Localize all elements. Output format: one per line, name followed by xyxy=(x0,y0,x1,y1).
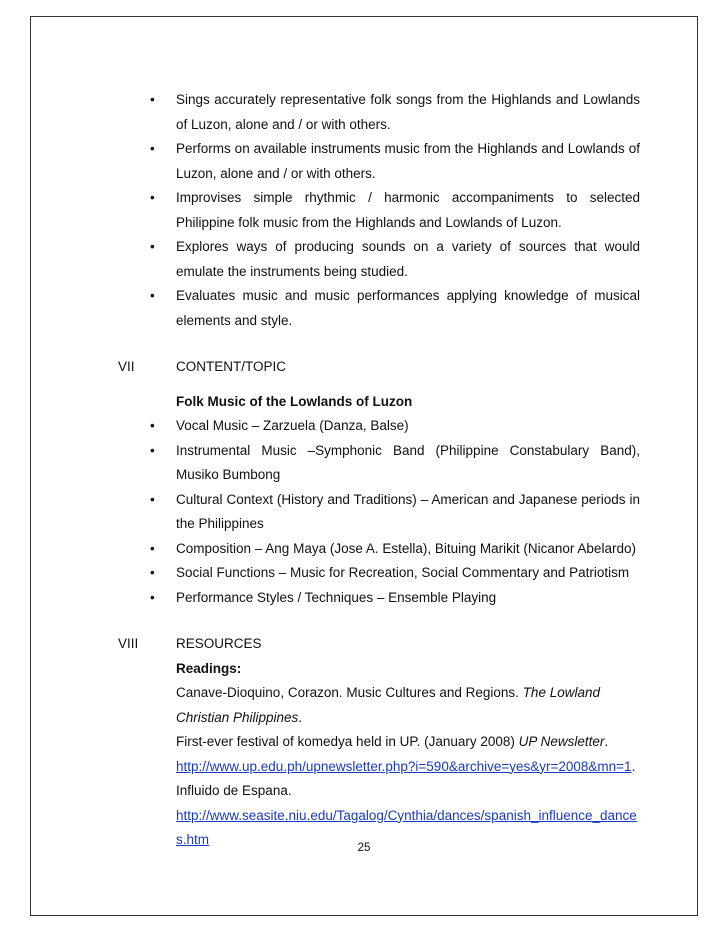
bullet-icon: • xyxy=(150,565,155,580)
bullet-icon: • xyxy=(150,288,155,303)
bullet-icon: • xyxy=(150,589,155,605)
reference-3-link[interactable]: http://www.seasite.niu.edu/Tagalog/Cynthia/dances/spanish_influence_dances.htm xyxy=(176,807,637,847)
bullet-icon: • xyxy=(150,239,155,254)
objectives-list xyxy=(118,88,640,333)
list-item: • Explores ways of producing sounds on a variety of sources that would emulate the instruments being studied. xyxy=(118,235,640,284)
page-number: 25 xyxy=(357,842,371,854)
content-list xyxy=(118,414,640,610)
list-item: • Social Functions – Music for Recreation, Social Commentary and Patriotism xyxy=(118,561,640,586)
section-content-topic xyxy=(118,355,640,380)
page-content xyxy=(118,88,640,853)
list-item: • Evaluates music and music performances applying knowledge of musical elements and style. xyxy=(118,284,640,333)
bullet-icon: • xyxy=(150,92,155,107)
list-item: • Performance Styles / Techniques – Ensemble Playing xyxy=(118,586,640,611)
reference-2: First-ever festival of komedya held in UP. (January 2008) UP Newsletter. xyxy=(176,734,609,749)
list-item: • Performs on available instruments music from the Highlands and Lowlands of Luzon, alone and / or with others. xyxy=(118,137,640,186)
bullet-icon: • xyxy=(150,418,155,433)
readings-label: Readings: xyxy=(176,660,242,676)
section-title: RESOURCES xyxy=(176,636,262,651)
list-item: • Improvises simple rhythmic / harmonic accompaniments to selected Philippine folk music from the Highlands and Lowlands of Luzon. xyxy=(118,186,640,235)
list-item: • Sings accurately representative folk songs from the Highlands and Lowlands of Luzon, alone and / or with others. xyxy=(118,88,640,137)
reference-3: Influido de Espana. xyxy=(176,783,292,798)
list-item: • Cultural Context (History and Traditions) – American and Japanese periods in the Philippines xyxy=(118,488,640,537)
bullet-icon: • xyxy=(150,442,155,458)
section-number: VIII xyxy=(118,636,139,651)
bullet-icon: • xyxy=(150,141,155,156)
bullet-icon: • xyxy=(150,540,155,556)
reference-1: Canave-Dioquino, Corazon. Music Cultures and Regions. The Lowland Christian Philippines. xyxy=(176,685,600,725)
reference-2-link-line: http://www.up.edu.ph/upnewsletter.php?i=590&archive=yes&yr=2008&mn=1. xyxy=(176,758,636,774)
list-item: • Vocal Music – Zarzuela (Danza, Balse) xyxy=(118,414,640,439)
section-resources xyxy=(118,632,640,657)
section-number: VII xyxy=(118,359,135,374)
bullet-icon: • xyxy=(150,190,155,205)
reference-2-link[interactable]: http://www.up.edu.ph/upnewsletter.php?i=590&archive=yes&yr=2008&mn=1 xyxy=(176,758,632,774)
section-title: CONTENT/TOPIC xyxy=(176,359,287,374)
list-item: • Instrumental Music –Symphonic Band (Philippine Constabulary Band), Musiko Bumbong xyxy=(118,439,640,488)
bullet-icon: • xyxy=(150,491,155,507)
list-item: • Composition – Ang Maya (Jose A. Estella), Bituing Marikit (Nicanor Abelardo) xyxy=(118,537,640,562)
subheading: Folk Music of the Lowlands of Luzon xyxy=(176,393,413,409)
